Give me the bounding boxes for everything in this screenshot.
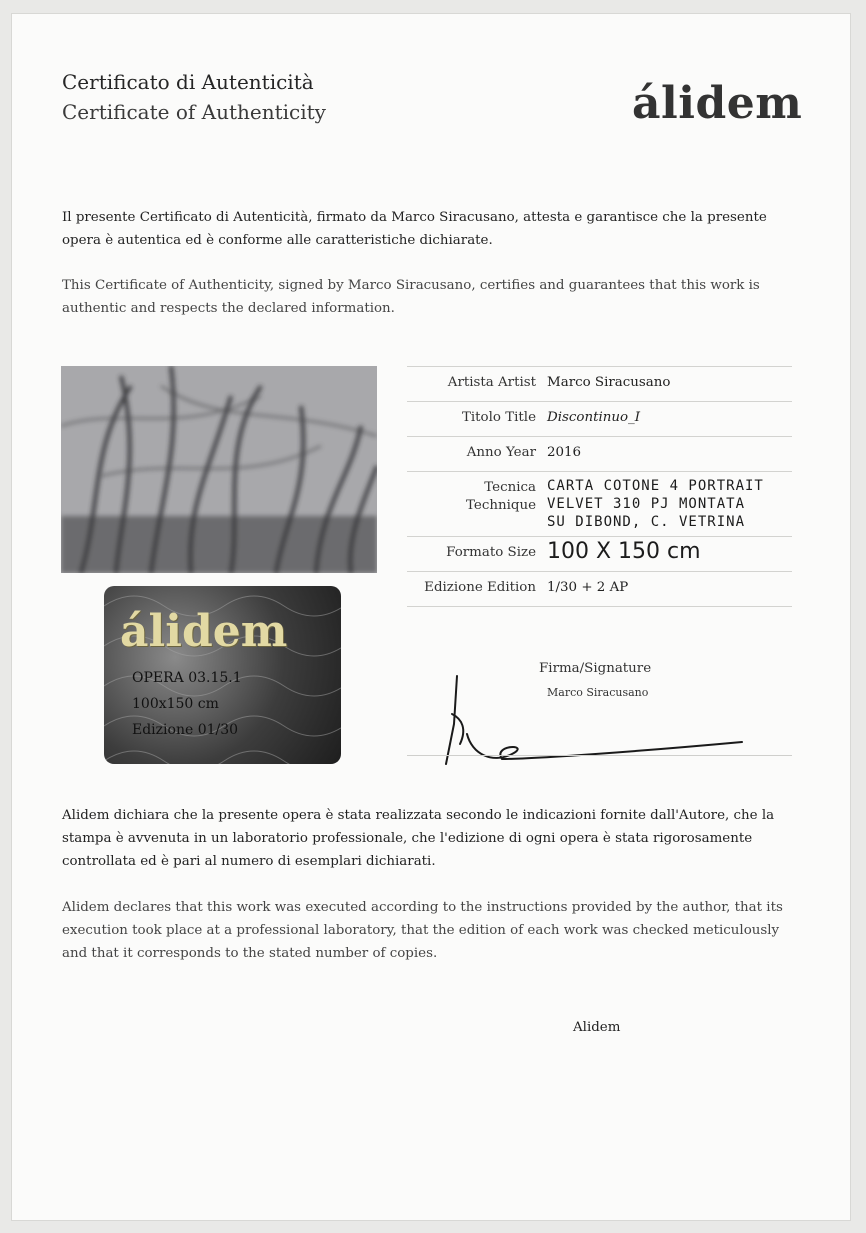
signature-divider [407, 755, 792, 756]
artwork-image [61, 366, 377, 573]
artwork-details-table [407, 366, 792, 607]
detail-label: Edizione Edition [424, 580, 536, 595]
detail-label: Artista Artist [447, 375, 536, 390]
hologram-edition: Edizione 01/30 [132, 722, 239, 738]
detail-row-size [407, 536, 792, 571]
detail-row-technique [407, 471, 792, 536]
detail-label-it: Tecnica [484, 480, 536, 495]
detail-row-year [407, 436, 792, 471]
detail-label: Anno Year [466, 445, 536, 460]
detail-value: Marco Siracusano [547, 375, 671, 390]
handwritten-signature-icon [432, 674, 752, 774]
signature-name: Marco Siracusano [547, 686, 649, 699]
detail-label: Titolo Title [461, 410, 536, 425]
detail-value: Discontinuo_I [547, 410, 641, 425]
intro-english: This Certificate of Authenticity, signed by Marco Siracusano, certifies and guarantees that this work is authentic and respects the declared information. [62, 278, 760, 316]
detail-value: 1/30 + 2 AP [547, 580, 629, 595]
technique-line-1: CARTA COTONE 4 PORTRAIT [547, 478, 764, 494]
declaration-english: Alidem declares that this work was executed according to the instructions provided by the author, that its execution took place at a professional laboratory, that the edition of each work was checked meticulously and that it corresponds to the stated number of copies. [62, 900, 783, 961]
hologram-work-code: OPERA 03.15.1 [132, 670, 242, 686]
detail-row-edition [407, 571, 792, 607]
detail-label-en: Technique [466, 498, 536, 513]
signature-label: Firma/Signature [539, 661, 652, 676]
brand-logo: álidem [632, 78, 803, 129]
authenticity-hologram [104, 586, 341, 764]
certificate-page [12, 14, 850, 1220]
technique-line-2: VELVET 310 PJ MONTATA [547, 496, 746, 512]
intro-italian: Il presente Certificato di Autenticità, firmato da Marco Siracusano, attesta e garantisce che la presente opera è autentica ed è conforme alle caratteristiche dichiarate. [62, 210, 767, 248]
declaration-italian: Alidem dichiara che la presente opera è stata realizzata secondo le indicazioni fornite dall'Autore, che la stampa è avvenuta in un laboratorio professionale, che l'edizione di ogni opera è stata rigorosamente controllata ed è pari al numero di esemplari dichiarati. [62, 808, 775, 869]
detail-row-title [407, 401, 792, 436]
detail-row-artist [407, 366, 792, 401]
title-italian: Certificato di Autenticità [62, 70, 314, 94]
title-english: Certificate of Authenticity [62, 100, 326, 124]
technique-line-3: SU DIBOND, C. VETRINA [547, 514, 746, 530]
hologram-brand: álidem [120, 606, 288, 657]
detail-label: Formato Size [446, 545, 536, 560]
detail-value: 2016 [547, 445, 582, 460]
artwork-photo [61, 366, 377, 573]
detail-value: 100 X 150 cm [547, 539, 701, 564]
footer-signatory: Alidem [573, 1020, 621, 1035]
hologram-size: 100x150 cm [132, 696, 219, 712]
